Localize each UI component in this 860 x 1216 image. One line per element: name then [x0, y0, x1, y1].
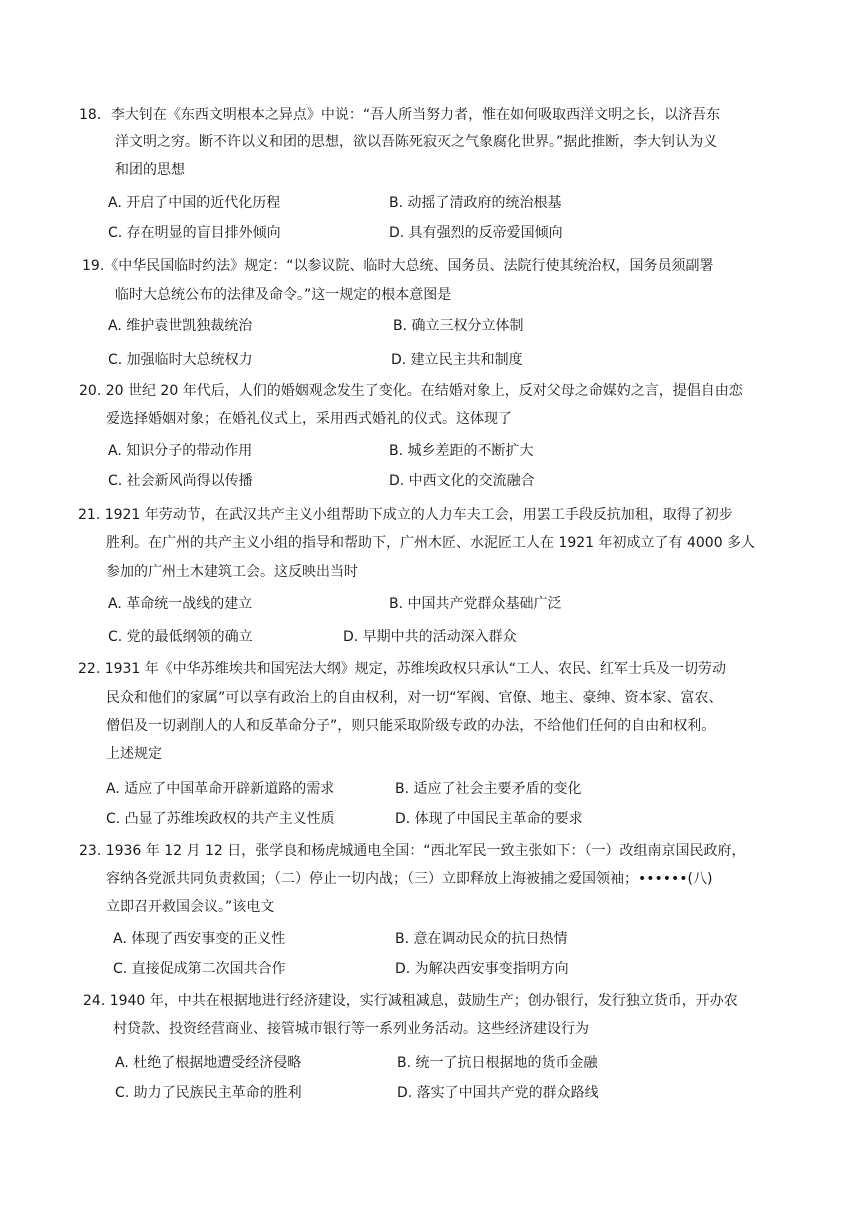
- question-21-line-2: 胜利。在广州的共产主义小组的指导和帮助下，广州木匠、水泥匠工人在 1921 年初成立了有 4000 多人: [106, 535, 756, 551]
- option-22-b[interactable]: B. 适应了社会主要矛盾的变化: [395, 781, 582, 797]
- option-23-a[interactable]: A. 体现了西安事变的正义性: [113, 931, 286, 947]
- option-21-a[interactable]: A. 革命统一战线的建立: [108, 596, 253, 612]
- option-19-c[interactable]: C. 加强临时大总统权力: [108, 352, 253, 368]
- option-20-c[interactable]: C. 社会新风尚得以传播: [108, 473, 253, 489]
- option-24-d[interactable]: D. 落实了中国共产党的群众路线: [397, 1085, 599, 1101]
- question-24-line-1: 24. 1940 年，中共在根据地进行经济建设，实行减租减息，鼓励生产；创办银行，发行独立货币，开办农: [83, 993, 738, 1009]
- question-18-line-1: 18．李大钊在《东西文明根本之异点》中说：“吾人所当努力者，惟在如何吸取西洋文明之长，以济吾东: [79, 107, 721, 123]
- option-18-d[interactable]: D. 具有强烈的反帝爱国倾向: [389, 225, 563, 241]
- option-21-c[interactable]: C. 党的最低纲领的确立: [108, 629, 253, 645]
- question-20-line-1: 20. 20 世纪 20 年代后，人们的婚姻观念发生了变化。在结婚对象上，反对父母之命媒妁之言，提倡自由恋: [79, 383, 743, 399]
- question-20-line-2: 爱选择婚姻对象；在婚礼仪式上，采用西式婚礼的仪式。这体现了: [106, 411, 512, 427]
- option-22-a[interactable]: A. 适应了中国革命开辟新道路的需求: [106, 781, 335, 797]
- option-24-b[interactable]: B. 统一了抗日根据地的货币金融: [397, 1055, 598, 1071]
- option-24-c[interactable]: C. 助力了民族民主革命的胜利: [115, 1085, 302, 1101]
- option-21-d[interactable]: D. 早期中共的活动深入群众: [343, 629, 517, 645]
- question-24-line-2: 村贷款、投资经营商业、接管城市银行等一系列业务活动。这些经济建设行为: [113, 1021, 589, 1037]
- question-22-line-3: 僧侣及一切剥削人的人和反革命分子”，则只能采取阶级专政的办法，不给他们任何的自由和权利。: [106, 718, 716, 734]
- option-20-a[interactable]: A. 知识分子的带动作用: [108, 443, 253, 459]
- question-22-line-4: 上述规定: [106, 746, 162, 762]
- option-24-a[interactable]: A. 杜绝了根据地遭受经济侵略: [115, 1055, 302, 1071]
- question-23-line-3: 立即召开救国会议。”该电文: [106, 899, 275, 915]
- option-20-d[interactable]: D. 中西文化的交流融合: [389, 473, 535, 489]
- question-21-line-1: 21. 1921 年劳动节，在武汉共产主义小组帮助下成立的人力车夫工会，用罢工手段反抗加租，取得了初步: [78, 507, 733, 523]
- question-21-line-3: 参加的广州土木建筑工会。这反映出当时: [106, 564, 358, 580]
- question-22-line-1: 22. 1931 年《中华苏维埃共和国宪法大纲》规定，苏维埃政权只承认“工人、农民、红军士兵及一切劳动: [78, 661, 727, 677]
- option-23-d[interactable]: D. 为解决西安事变指明方向: [395, 961, 569, 977]
- question-18-line-2: 洋文明之穷。断不许以义和团的思想，欲以吾陈死寂灭之气象腐化世界。”据此推断，李大钊认为义: [115, 134, 718, 150]
- question-23-line-1: 23. 1936 年 12 月 12 日，张学良和杨虎城通电全国：“西北军民一致主张如下：（一）改组南京国民政府，: [79, 843, 746, 859]
- question-18-line-3: 和团的思想: [115, 162, 185, 178]
- question-22-line-2: 民众和他们的家属”可以享有政治上的自由权利，对一切“军阀、官僚、地主、豪绅、资本家、富农、: [106, 690, 723, 706]
- option-22-c[interactable]: C. 凸显了苏维埃政权的共产主义性质: [106, 811, 335, 827]
- question-23-line-2: 容纳各党派共同负责救国；（二）停止一切内战；（三）立即释放上海被捕之爱国领袖；••••••(八): [106, 871, 713, 887]
- option-18-b[interactable]: B. 动摇了清政府的统治根基: [389, 195, 562, 211]
- option-18-c[interactable]: C. 存在明显的盲目排外倾向: [108, 225, 281, 241]
- option-23-b[interactable]: B. 意在调动民众的抗日热情: [395, 931, 568, 947]
- question-19-line-1: 19.《中华民国临时约法》规定：“以参议院、临时大总统、国务员、法院行使其统治权，国务员须副署: [82, 258, 714, 274]
- option-19-b[interactable]: B. 确立三权分立体制: [393, 318, 524, 334]
- option-20-b[interactable]: B. 城乡差距的不断扩大: [389, 443, 534, 459]
- option-19-a[interactable]: A. 维护袁世凯独裁统治: [108, 318, 253, 334]
- option-18-a[interactable]: A. 开启了中国的近代化历程: [108, 195, 281, 211]
- option-22-d[interactable]: D. 体现了中国民主革命的要求: [395, 811, 583, 827]
- option-23-c[interactable]: C. 直接促成第二次国共合作: [113, 961, 286, 977]
- option-21-b[interactable]: B. 中国共产党群众基础广泛: [389, 596, 562, 612]
- option-19-d[interactable]: D. 建立民主共和制度: [391, 352, 523, 368]
- question-19-line-2: 临时大总统公布的法律及命令。”这一规定的根本意图是: [115, 287, 452, 303]
